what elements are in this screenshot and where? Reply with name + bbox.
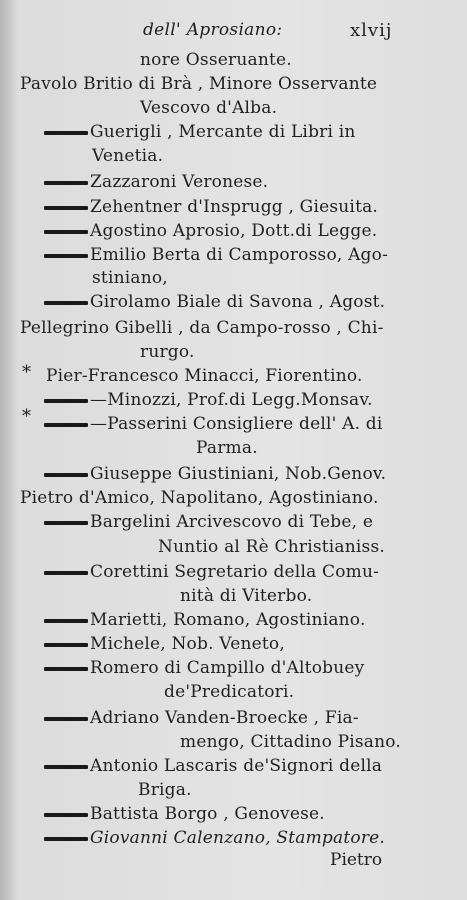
text-line: Michele, Nob. Veneto, xyxy=(90,634,285,654)
entry-line xyxy=(44,197,378,217)
text-line: Romero di Campillo d'Altobuey xyxy=(90,658,365,678)
asterisk-mark: * xyxy=(22,362,31,383)
ditto-dash xyxy=(44,254,88,258)
text-line: Adriano Vanden-Broecke , Fia- xyxy=(90,708,359,728)
ditto-dash xyxy=(44,206,88,210)
running-title: dell' Aprosiano: xyxy=(143,20,283,40)
text-line: —Passerini Consigliere dell' A. di xyxy=(90,414,383,434)
text-line: Pier-Francesco Minacci, Fiorentino. xyxy=(46,366,363,386)
text-line: Guerigli , Mercante di Libri in xyxy=(90,122,356,142)
text-line: Parma. xyxy=(196,438,258,458)
text-line: Pavolo Britio di Brà , Minore Osservante xyxy=(20,74,378,94)
entry-line xyxy=(44,414,383,434)
ditto-dash xyxy=(44,521,88,525)
ditto-dash xyxy=(44,473,88,477)
text-line: Bargelini Arcivescovo di Tebe, e xyxy=(90,512,374,532)
entry-line xyxy=(44,634,285,654)
ditto-dash xyxy=(44,619,88,623)
entry-line xyxy=(44,828,385,848)
asterisk-mark: * xyxy=(22,406,31,427)
ditto-dash xyxy=(44,765,88,769)
text-line: Zehentner d'Insprugg , Giesuita. xyxy=(90,197,379,217)
entry-line xyxy=(44,562,379,582)
entry-line xyxy=(44,464,386,484)
entry-line xyxy=(44,708,359,728)
entry-line xyxy=(44,390,373,410)
ditto-dash xyxy=(44,717,88,721)
text-line: Venetia. xyxy=(92,146,164,166)
entry-line xyxy=(44,122,356,142)
ditto-dash xyxy=(44,667,88,671)
entry-line xyxy=(44,658,364,678)
text-line: nore Osseruante. xyxy=(140,50,292,70)
entry-line xyxy=(44,610,366,630)
ditto-dash xyxy=(44,837,88,841)
text-line: Corettini Segretario della Comu- xyxy=(90,562,380,582)
text-line: stiniano, xyxy=(92,268,168,288)
text-line: Briga. xyxy=(138,780,192,800)
entry-line xyxy=(44,804,325,824)
entry-line xyxy=(44,756,382,776)
text-line: Marietti, Romano, Agostiniano. xyxy=(90,610,366,630)
text-line: Giovanni Calenzano, Stampatore. xyxy=(90,828,386,848)
ditto-dash xyxy=(44,399,88,403)
text-line: Vescovo d'Alba. xyxy=(140,98,278,118)
text-line: Agostino Aprosio, Dott.di Legge. xyxy=(90,221,378,241)
text-line: Pellegrino Gibelli , da Campo-rosso , Chi- xyxy=(20,318,384,338)
ditto-dash xyxy=(44,181,88,185)
ditto-dash xyxy=(44,571,88,575)
text-line: Battista Borgo , Genovese. xyxy=(90,804,325,824)
ditto-dash xyxy=(44,230,88,234)
entry-line xyxy=(44,221,377,241)
entry-line xyxy=(44,292,385,312)
text-line: de'Predicatori. xyxy=(164,682,295,702)
text-line: Nuntio al Rè Christianiss. xyxy=(158,537,386,557)
page-number: xlvij xyxy=(350,20,393,41)
text-line: Zazzaroni Veronese. xyxy=(90,172,269,192)
ditto-dash xyxy=(44,301,88,305)
text-line: —Minozzi, Prof.di Legg.Monsav. xyxy=(90,390,373,410)
entry-line xyxy=(44,245,388,265)
text-line: nità di Viterbo. xyxy=(180,586,313,606)
ditto-dash xyxy=(44,643,88,647)
entry-line xyxy=(44,172,268,192)
entry-line xyxy=(44,512,373,532)
ditto-dash xyxy=(44,423,88,427)
text-line: Girolamo Biale di Savona , Agost. xyxy=(90,292,386,312)
text-line: mengo, Cittadino Pisano. xyxy=(180,732,402,752)
text-line: rurgo. xyxy=(140,342,195,362)
text-line: Pietro d'Amico, Napolitano, Agostiniano. xyxy=(20,488,379,508)
text-line: Antonio Lascaris de'Signori della xyxy=(90,756,383,776)
ditto-dash xyxy=(44,131,88,135)
text-line: Giuseppe Giustiniani, Nob.Genov. xyxy=(90,464,387,484)
ditto-dash xyxy=(44,813,88,817)
text-line: Emilio Berta di Camporosso, Ago- xyxy=(90,245,389,265)
catchword: Pietro xyxy=(330,850,383,870)
